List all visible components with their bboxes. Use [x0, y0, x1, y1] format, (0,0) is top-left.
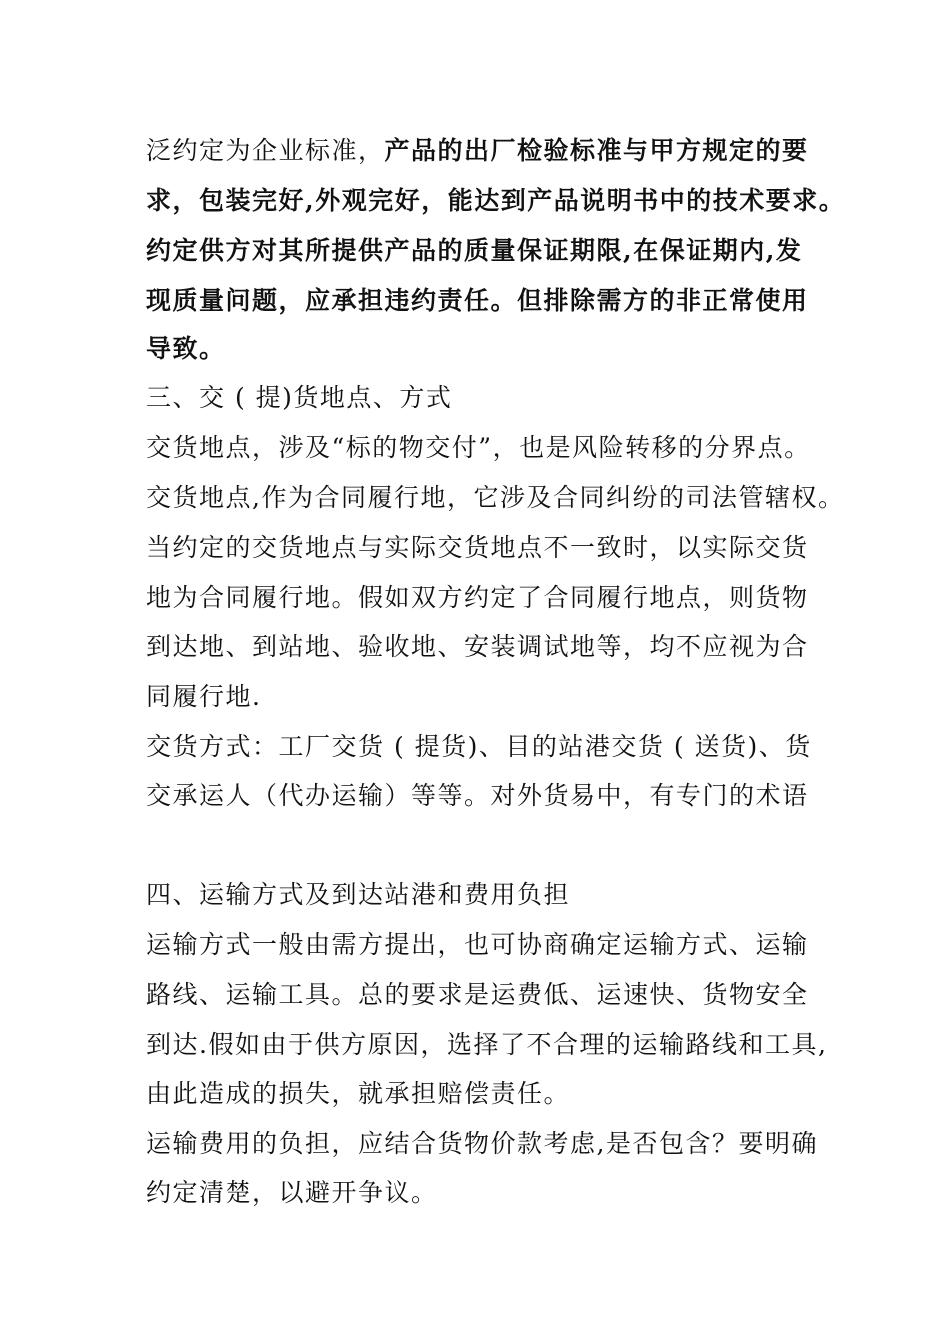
text-line: 由此造成的损失，就承担赔偿责任。	[146, 1079, 571, 1108]
text-line: 同履行地.	[146, 682, 262, 711]
text-line: 约定供方对其所提供产品的质量保证期限,在保证期内,发	[146, 236, 803, 265]
text-line: 约定清楚，以避开争议。	[146, 1178, 438, 1207]
text-line: 到达.假如由于供方原因，选择了不合理的运输路线和工具,	[146, 1030, 828, 1059]
text-line: 交承运人（代办运输）等等。对外货易中，有专门的术语	[146, 781, 809, 810]
text-line: 泛约定为企业标准，产品的出厂检验标准与甲方规定的要	[146, 136, 809, 165]
text-line: 路线、运输工具。总的要求是运费低、运速快、货物安全	[146, 980, 809, 1009]
text-line: 当约定的交货地点与实际交货地点不一致时，以实际交货	[146, 533, 809, 562]
text-line: 运输方式一般由需方提出，也可协商确定运输方式、运输	[146, 930, 809, 959]
text-line: 求，包装完好,外观完好，能达到产品说明书中的技术要求。	[146, 186, 846, 215]
text-line: 交货地点,作为合同履行地，它涉及合同纠纷的司法管辖权。	[146, 483, 845, 512]
section-heading: 四、运输方式及到达站港和费用负担	[146, 880, 571, 909]
text-line: 到达地、到站地、验收地、安装调试地等，均不应视为合	[146, 632, 809, 661]
text-line: 导致。	[146, 334, 226, 363]
text-line: 交货地点，涉及“标的物交付”，也是风险转移的分界点。	[146, 433, 811, 462]
text-line: 地为合同履行地。假如双方约定了合同履行地点，则货物	[146, 583, 809, 612]
text-line: 现质量问题，应承担违约责任。但排除需方的非正常使用	[146, 286, 809, 315]
text-line: 交货方式：工厂交货 ( 提货)、目的站港交货 ( 送货)、货	[146, 732, 812, 761]
section-heading: 三、交 ( 提)货地点、方式	[146, 383, 453, 412]
text-line: 运输费用的负担，应结合货物价款考虑,是否包含？要明确	[146, 1129, 818, 1158]
